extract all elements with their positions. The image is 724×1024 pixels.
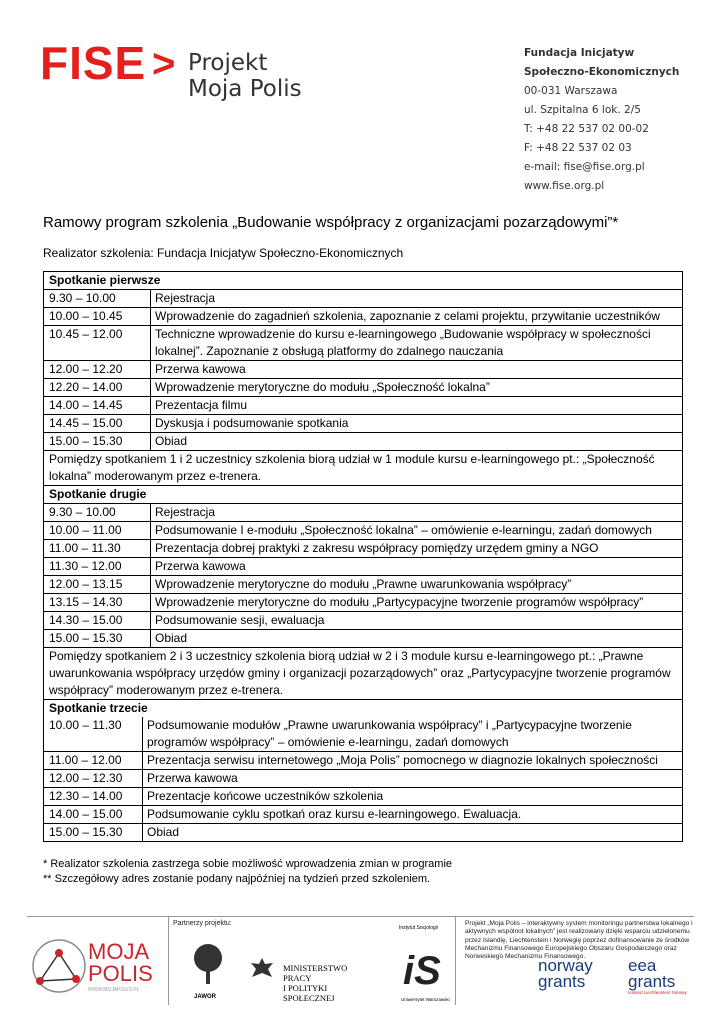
time-cell: 10.00 – 11.30 [44,717,143,751]
contact-name-2: Społeczno-Ekonomicznych [524,66,680,78]
desc-cell: Prezentacja dobrej praktyki z zakresu współpracy pomiędzy urzędem gminy a NGO [155,541,599,555]
contact-web[interactable]: www.fise.org.pl [524,180,605,192]
logo-project-name [188,50,302,102]
desc-cell: Rejestracja [155,291,216,305]
time-cell: 14.45 – 15.00 [44,415,151,432]
desc-cell: Przerwa kawowa [155,362,246,376]
footnote: * Realizator szkolenia zastrzega sobie możliwość wprowadzenia zmian w programie [43,858,453,870]
desc-cell: Wprowadzenie do zagadnień szkolenia, zapoznanie z celami projektu, przywitanie uczestników [155,309,660,323]
time-cell: 9.30 – 10.00 [44,504,151,521]
desc-cell: Prezentacje końcowe uczestników szkolenia [147,789,384,803]
ils-logo [395,925,450,1005]
table-row [44,378,682,396]
ils-mark: iS [403,949,441,993]
desc-cell: Prezentacja filmu [155,398,248,412]
time-cell: 15.00 – 15.30 [44,824,143,841]
ministry-line-2: I POLITYKI SPOŁECZNEJ [283,983,335,1003]
time-cell: 11.00 – 12.00 [44,752,143,769]
table-row [44,787,682,805]
document-title: Ramowy program szkolenia „Budowanie współpracy z organizacjami pozarządowymi”* [43,214,619,231]
eea-grants-logo [628,958,687,996]
contact-phone: T: +48 22 537 02 00-02 [524,123,649,135]
contact-city: 00-031 Warszawa [524,85,618,97]
logo-line-2: Moja Polis [188,76,302,102]
time-cell: 14.00 – 14.45 [44,397,151,414]
time-cell: 12.00 – 12.20 [44,361,151,378]
table-row [44,414,682,432]
table-row [44,325,682,360]
time-cell: 12.20 – 14.00 [44,379,151,396]
table-row [44,503,682,521]
time-cell: 10.45 – 12.00 [44,326,151,360]
project-info: Projekt „Moja Polis – interaktywny system monitoringu partnerstwa lokalnego i aktywnych wspólnot lokalnych” jest realizowany dzięki wsparciu udzielonemu przez Islandię, Liechtenstein i Norwegię poprzez dofinansowanie ze środków Mechanizmu Finansowego Europejskiego Obszaru Gospodarczego oraz Norweskiego Mechanizmu Finansowego. [465,920,693,961]
table-row [44,396,682,414]
eagle-emblem-icon [247,955,277,985]
moja-polis-wordmark [88,941,153,985]
desc-cell: Rejestracja [155,505,216,519]
contact-block [524,44,679,196]
moja-polis-line-1: MOJA [88,939,150,964]
desc-cell: Techniczne wprowadzenie do kursu e-learningowego „Budowanie współpracy w społeczności lokalnej”. Zapoznanie z obsługą platformy do zdalnego nauczania [155,327,651,358]
table-row [44,805,682,823]
logo-arrow-icon: > [152,42,176,86]
logo-fise-text: FISE [40,37,147,89]
time-cell: 11.30 – 12.00 [44,558,151,575]
contact-email[interactable]: e-mail: fise@fise.org.pl [524,161,645,173]
table-row [44,575,682,593]
table-row [44,557,682,575]
desc-cell: Przerwa kawowa [147,771,238,785]
time-cell: 11.00 – 11.30 [44,540,151,557]
table-row [44,611,682,629]
eea-grants-line-2: grants [628,972,676,991]
table-row [44,717,682,751]
time-cell: 9.30 – 10.00 [44,290,151,307]
desc-cell: Podsumowanie I e-modułu „Społeczność lokalna” – omówienie e-learningu, zadań domowych [155,523,652,537]
section-heading: Spotkanie trzecie [44,699,682,717]
table-row [44,432,682,450]
ministry-name [283,963,377,1003]
ministry-logo [247,955,377,1003]
document-subtitle: Realizator szkolenia: Fundacja Inicjatyw Społeczno-Ekonomicznych [43,246,404,260]
eea-grants-line-1: eea [628,956,657,975]
program-table [43,271,683,842]
norway-grants-logo [538,958,593,990]
table-row [44,289,682,307]
table-row [44,751,682,769]
footer-vertical-divider [168,917,169,1005]
desc-cell: Wprowadzenie merytoryczne do modułu „Społeczność lokalna” [155,380,490,394]
moja-polis-line-2: POLIS [88,961,153,986]
desc-cell: Obiad [147,825,180,839]
desc-cell: Podsumowanie sesji, ewaluacja [155,613,325,627]
moja-polis-logo [30,935,160,1001]
desc-cell: Prezentacja serwisu internetowego „Moja Polis” pomocnego w diagnozie lokalnych społeczności [147,753,658,767]
table-row [44,593,682,611]
table-row [44,539,682,557]
eea-grants-sub: Iceland Liechtenstein Norway [628,990,687,995]
time-cell: 15.00 – 15.30 [44,630,151,647]
time-cell: 10.00 – 10.45 [44,308,151,325]
section-note: Pomiędzy spotkaniem 2 i 3 uczestnicy szkolenia biorą udział w 2 i 3 module kursu e-learningowego pt.: „Prawne uwarunkowania współpracy urzędów gminy i organizacji pozarządowych” oraz „Partycypacyjne tworzenie programów współpracy” moderowanym przez e-trenera. [44,647,682,699]
table-row [44,521,682,539]
desc-cell: Obiad [155,631,188,645]
table-row [44,360,682,378]
ils-bottom-label: Uniwersytet Warszawski [401,997,450,1002]
time-cell: 15.00 – 15.30 [44,433,151,450]
moja-polis-network-icon [30,935,88,997]
desc-cell: Podsumowanie modułów „Prawne uwarunkowania współpracy” i „Partycypacyjne tworzenie programów współpracy” – omówienie e-learningu, zadań domowych [147,718,632,749]
contact-fax: F: +48 22 537 02 03 [524,142,632,154]
desc-cell: Dyskusja i podsumowanie spotkania [155,416,349,430]
contact-name-1: Fundacja Inicjatyw [524,47,635,59]
moja-polis-url: WWW.MOJAPOLIS.PL [88,987,140,993]
jawor-label: JAWOR [194,994,217,1000]
tree-icon [188,940,228,988]
section-note: Pomiędzy spotkaniem 1 i 2 uczestnicy szkolenia biorą udział w 1 module kursu e-learningowego pt.: „Społeczność lokalna” moderowanym przez e-trenera. [44,450,682,485]
section-heading: Spotkanie drugie [44,485,682,503]
ils-top-label: Instytut Socjologii [399,925,438,931]
time-cell: 14.30 – 15.00 [44,612,151,629]
section-heading: Spotkanie pierwsze [49,273,161,287]
footnote: ** Szczegółowy adres zostanie podany najpóźniej na tydzień przed szkoleniem. [43,873,431,885]
desc-cell: Obiad [155,434,188,448]
table-row [44,823,682,841]
footer-divider [27,916,694,917]
desc-cell: Przerwa kawowa [155,559,246,573]
jawor-logo [188,940,228,1000]
desc-cell: Wprowadzenie merytoryczne do modułu „Prawne uwarunkowania współpracy” [155,577,572,591]
partners-label: Partnerzy projektu: [173,920,232,927]
time-cell: 14.00 – 15.00 [44,806,143,823]
table-row [44,769,682,787]
ministry-line-1: MINISTERSTWO PRACY [283,963,348,983]
desc-cell: Podsumowanie cyklu spotkań oraz kursu e-learningowego. Ewaluacja. [147,807,522,821]
footnotes [43,857,452,887]
contact-street: ul. Szpitalna 6 lok. 2/5 [524,104,641,116]
norway-grants-line-2: grants [538,972,586,991]
logo-line-1: Projekt [188,50,268,76]
time-cell: 12.00 – 13.15 [44,576,151,593]
desc-cell: Wprowadzenie merytoryczne do modułu „Partycypacyjne tworzenie programów współpracy” [155,595,644,609]
norway-grants-line-1: norway [538,956,593,975]
table-row [44,629,682,647]
table-row [44,307,682,325]
time-cell: 10.00 – 11.00 [44,522,151,539]
time-cell: 12.00 – 12.30 [44,770,143,787]
footer-vertical-divider [455,917,456,1005]
time-cell: 12.30 – 14.00 [44,788,143,805]
time-cell: 13.15 – 14.30 [44,594,151,611]
